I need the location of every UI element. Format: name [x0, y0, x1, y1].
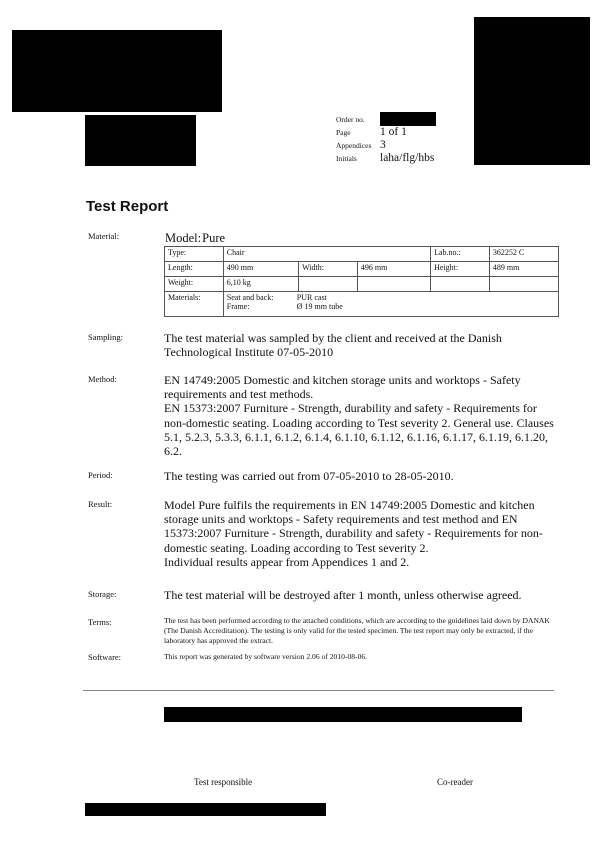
height-label: Height: — [431, 262, 490, 277]
materials-label: Materials: — [165, 292, 224, 317]
period-label: Period: — [88, 470, 113, 480]
labno-value: 362252 C — [489, 247, 558, 262]
model-line — [165, 231, 225, 246]
page-title: Test Report — [86, 198, 169, 215]
method-line-2: EN 15373:2007 Furniture - Strength, durability and safety - Requirements for non-domestic seating. Loading according to Test severity 2. General use. Clauses 5.1, 5.2.3, 5.3.3, 6.1.1, 6.1.2, 6.1.4, 6.1.10, 6.1.12, 6.1.16, 6.1.17, 6.1.19, 6.1.20, 6.2. — [164, 401, 554, 459]
page-value: 1 of 1 — [380, 126, 407, 138]
empty-cell — [489, 277, 558, 292]
divider — [83, 690, 554, 691]
weight-value: 6,10 kg — [223, 277, 298, 292]
initials-value: laha/flg/hbs — [380, 152, 435, 164]
seat-value: PUR cast — [296, 293, 327, 302]
type-label: Type: — [165, 247, 224, 262]
appendices-value: 3 — [380, 139, 386, 151]
initials-label: Initials — [336, 154, 357, 163]
redacted-footer — [85, 803, 326, 816]
page-label: Page — [336, 128, 351, 137]
model-label: Model: — [165, 231, 202, 245]
redacted-address — [85, 115, 196, 166]
result-text — [164, 498, 559, 569]
length-label: Length: — [165, 262, 224, 277]
result-line-2: Individual results appear from Appendices 1 and 2. — [164, 554, 410, 569]
frame-value: Ø 19 mm tube — [296, 302, 343, 311]
weight-label: Weight: — [165, 277, 224, 292]
table-row — [165, 277, 559, 292]
seat-label: Seat and back: — [226, 293, 274, 302]
frame-label: Frame: — [226, 302, 250, 311]
table-row — [165, 247, 559, 262]
model-value: Pure — [202, 231, 226, 245]
empty-cell — [431, 277, 490, 292]
type-value: Chair — [223, 247, 430, 262]
length-value: 490 mm — [223, 262, 298, 277]
order-label: Order no. — [336, 115, 365, 124]
sampling-label: Sampling: — [88, 332, 123, 342]
storage-label: Storage: — [88, 589, 117, 599]
redacted-company-line — [164, 707, 522, 722]
software-label: Software: — [88, 652, 122, 662]
report-meta — [336, 113, 434, 165]
software-text: This report was generated by software version 2.06 of 2010-08-06. — [164, 652, 368, 661]
method-line-1: EN 14749:2005 Domestic and kitchen storage units and worktops - Safety requirements and test methods. — [164, 373, 521, 402]
table-row — [165, 262, 559, 277]
storage-text: The test material will be destroyed after 1 month, unless otherwise agreed. — [164, 588, 522, 602]
test-responsible-label: Test responsible — [194, 777, 253, 787]
co-reader-label: Co-reader — [437, 777, 473, 787]
period-text: The testing was carried out from 07-05-2010 to 28-05-2010. — [164, 469, 454, 483]
terms-text: The test has been performed according to the attached conditions, which are according to the guidelines laid down by DANAK (The Danish Accreditation). The testing is only valid for the tested specimen. The test report may only be extracted, if the laboratory has approved the extract. — [164, 616, 550, 645]
materials-value — [223, 292, 558, 317]
labno-label: Lab.no.: — [431, 247, 490, 262]
table-row — [165, 292, 559, 317]
appendices-label: Appendices — [336, 141, 372, 150]
height-value: 489 mm — [489, 262, 558, 277]
empty-cell — [357, 277, 430, 292]
sampling-text: The test material was sampled by the client and received at the Danish Technological Institute 07-05-2010 — [164, 331, 502, 360]
material-label: Material: — [88, 231, 120, 241]
result-line-1: Model Pure fulfils the requirements in EN 14749:2005 Domestic and kitchen storage units and worktops - Safety requirements and test method and EN 15373:2007 Furniture - Strength, durability and safety - Requirements for non-domestic seating. Loading according to Test severity 2. — [164, 498, 543, 555]
empty-cell — [299, 277, 358, 292]
method-label: Method: — [88, 374, 117, 384]
redacted-seal — [474, 17, 590, 165]
material-table — [164, 246, 559, 317]
terms-label: Terms: — [88, 617, 112, 627]
redacted-logo — [12, 30, 222, 112]
method-text — [164, 373, 559, 458]
width-value: 496 mm — [357, 262, 430, 277]
width-label: Width: — [299, 262, 358, 277]
result-label: Result: — [88, 499, 113, 509]
